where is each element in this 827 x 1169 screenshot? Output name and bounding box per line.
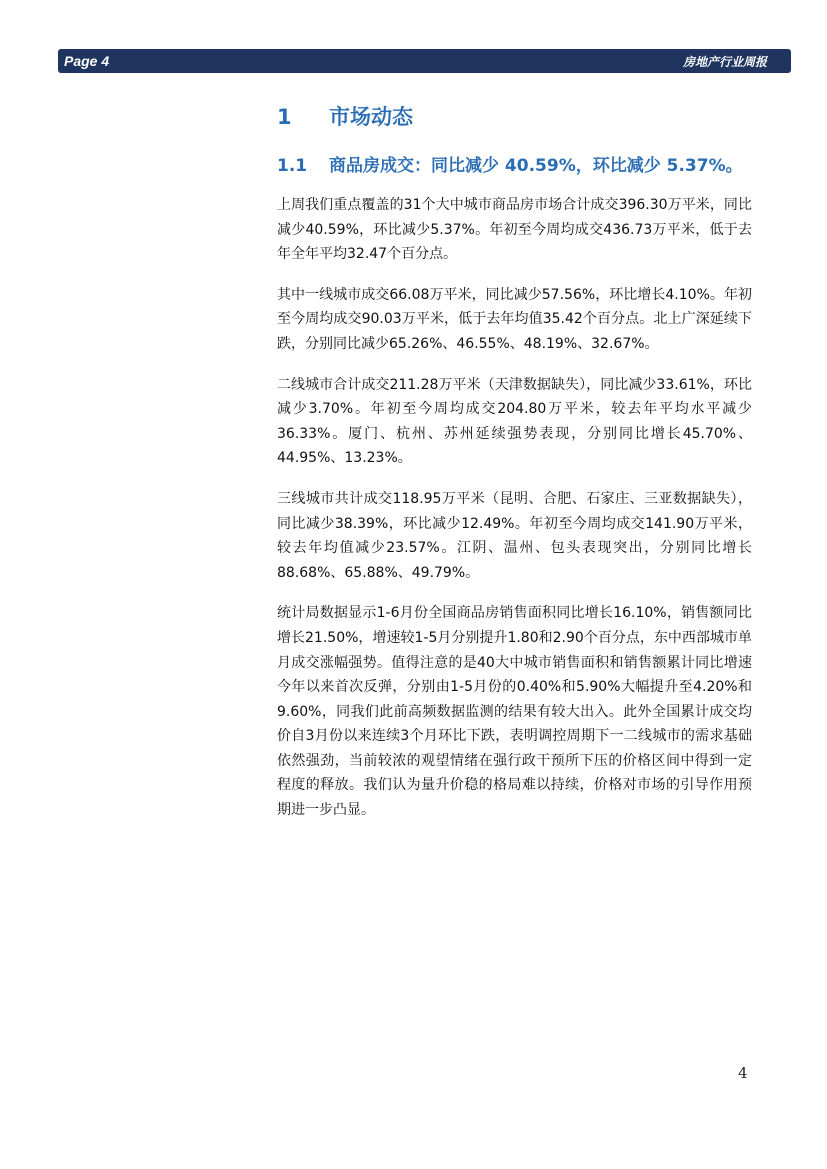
section-number: 1 [277,105,292,129]
paragraph: 三线城市共计成交118.95万平米（昆明、合肥、石家庄、三亚数据缺失），同比减少38.39%，环比减少12.49%。年初至今周均成交141.90万平米，较去年均值减少23.57%。江阴、温州、包头表现突出，分别同比增长88.68%、65.88%、49.79%。 [277,490,752,581]
section-title: 市场动态 [329,105,413,129]
subsection-title: 商品房成交：同比减少 40.59%，环比减少 5.37%。 [329,156,743,176]
paragraph: 其中一线城市成交66.08万平米，同比减少57.56%，环比增长4.10%。年初至今周均成交90.03万平米，低于去年均值35.42个百分点。北上广深延续下跌，分别同比减少65.26%、46.55%、48.19%、32.67%。 [277,286,752,352]
body-text [277,193,752,839]
paragraph: 上周我们重点覆盖的31个大中城市商品房市场合计成交396.30万平米，同比减少40.59%，环比减少5.37%。年初至今周均成交436.73万平米，低于去年全年平均32.47个百分点。 [277,197,752,263]
page-number: 4 [738,1064,748,1082]
subsection-heading [277,155,743,177]
report-title: 房地产行业周报 [682,55,767,69]
paragraph: 统计局数据显示1-6月份全国商品房销售面积同比增长16.10%，销售额同比增长21.50%，增速较1-5月分别提升1.80和2.90个百分点，东中西部城市单月成交涨幅强势。值得注意的是40大中城市销售面积和销售额累计同比增速今年以来首次反弹，分别由1-5月份的0.40%和5.90%大幅提升至4.20%和9.60%，同我们此前高频数据监测的结果有较大出入。此外全国累计成交均价自3月份以来连续3个月环比下跌，表明调控周期下一二线城市的需求基础依然强劲，当前较浓的观望情绪在强行政干预所下压的价格区间中得到一定程度的释放。我们认为量升价稳的格局难以持续，价格对市场的引导作用预期进一步凸显。 [277,605,752,819]
paragraph: 二线城市合计成交211.28万平米（天津数据缺失），同比减少33.61%，环比减少3.70%。年初至今周均成交204.80万平米，较去年平均水平减少36.33%。厦门、杭州、苏州延续强势表现，分别同比增长45.70%、44.95%、13.23%。 [277,376,752,467]
page-label: Page 4 [64,53,110,69]
section-heading [277,104,413,130]
subsection-number: 1.1 [277,156,308,176]
header-bar [58,49,791,73]
